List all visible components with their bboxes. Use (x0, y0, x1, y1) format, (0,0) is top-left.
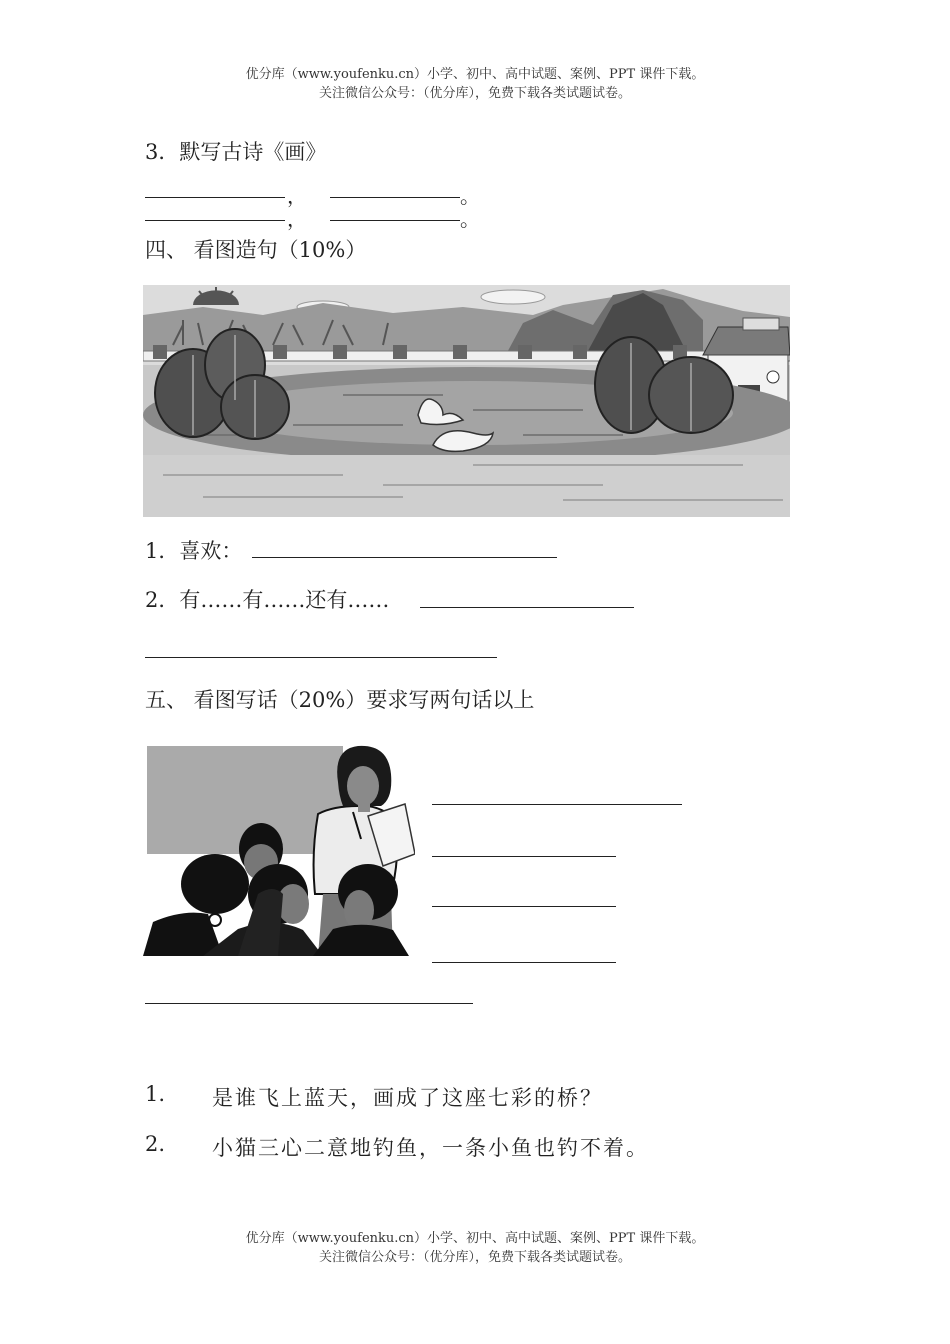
writing-line-3[interactable] (432, 906, 616, 907)
poem-period: 。 (460, 184, 480, 208)
poem-comma: ， (287, 184, 307, 208)
page-footer-line2: 关注微信公众号：（优分库），免费下载各类试题试卷。 (318, 1250, 631, 1265)
page-footer-line1: 优分库（www.youfenku.cn）小学、初中、高中试题、案例、PPT 课件下载。 (245, 1231, 705, 1246)
writing-line-1[interactable] (432, 804, 682, 805)
writing-line-5[interactable] (145, 1003, 473, 1004)
lake-landscape-picture (143, 285, 790, 517)
poem-line1-blank-a[interactable] (145, 197, 285, 198)
item2-answer-blank-b[interactable] (145, 657, 497, 658)
writing-line-2[interactable] (432, 856, 616, 857)
poem-line2-blank-b[interactable] (330, 220, 460, 221)
section4-item2: 2．有……有……还有…… (145, 588, 390, 612)
sentence-text: 是谁飞上蓝天，画成了这座七彩的桥？ (212, 1086, 603, 1110)
poem-period: 。 (460, 207, 480, 231)
section5-title: 五、 看图写话（20%）要求写两句话以上 (145, 688, 535, 712)
sentence-number: 2. (145, 1132, 166, 1156)
section4-title: 四、 看图造句（10%） (145, 238, 367, 262)
q3-title: 3．默写古诗《画》 (145, 140, 327, 164)
sentence-text: 小猫三心二意地钓鱼，一条小鱼也钓不着。 (212, 1136, 649, 1160)
writing-line-4[interactable] (432, 962, 616, 963)
poem-line2-blank-a[interactable] (145, 220, 285, 221)
sentence-number: 1. (145, 1082, 166, 1106)
page-header-line2: 关注微信公众号：（优分库），免费下载各类试题试卷。 (318, 86, 631, 101)
poem-line1-blank-b[interactable] (330, 197, 460, 198)
item2-answer-blank-a[interactable] (420, 607, 634, 608)
section4-item1: 1．喜欢： (145, 539, 243, 563)
page-header-line1: 优分库（www.youfenku.cn）小学、初中、高中试题、案例、PPT 课件下载。 (245, 67, 705, 82)
item1-answer-blank[interactable] (252, 557, 557, 558)
classroom-picture (143, 744, 415, 956)
poem-comma: ， (287, 207, 307, 231)
